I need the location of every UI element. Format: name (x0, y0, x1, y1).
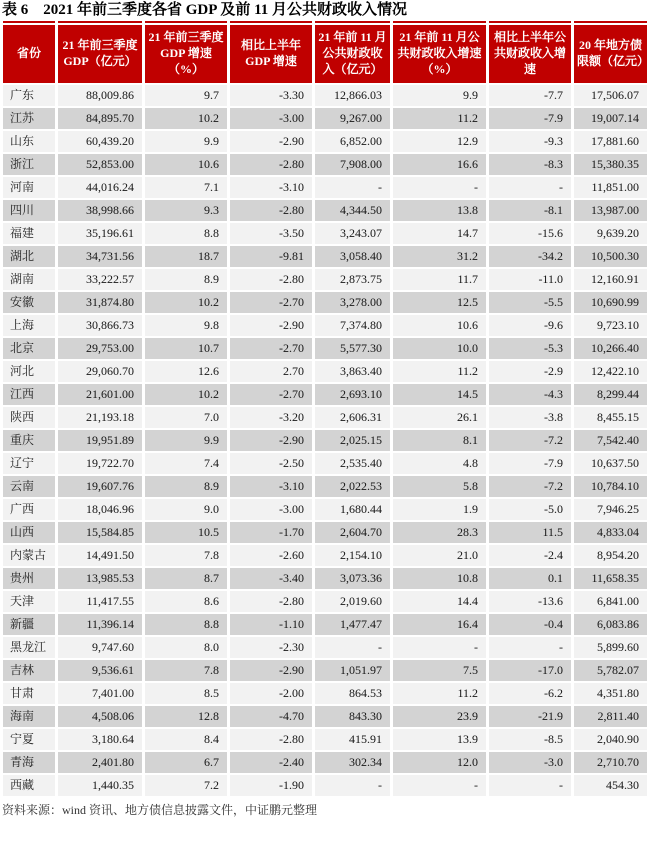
value-cell: 9,267.00 (315, 108, 390, 129)
value-cell: 11.2 (393, 683, 486, 704)
value-cell: 6,841.00 (574, 591, 647, 612)
value-cell: -3.10 (230, 177, 312, 198)
value-cell: -7.9 (489, 453, 571, 474)
table-row (3, 384, 647, 405)
value-cell: 13,985.53 (58, 568, 142, 589)
value-cell: 13,987.00 (574, 200, 647, 221)
value-cell: 3,058.40 (315, 246, 390, 267)
table-row (3, 591, 647, 612)
value-cell: -2.70 (230, 338, 312, 359)
value-cell: 9,536.61 (58, 660, 142, 681)
value-cell: -9.81 (230, 246, 312, 267)
value-cell: 3,073.36 (315, 568, 390, 589)
value-cell: 38,998.66 (58, 200, 142, 221)
value-cell: 7,542.40 (574, 430, 647, 451)
province-cell: 浙江 (3, 154, 55, 175)
value-cell: 843.30 (315, 706, 390, 727)
value-cell: 8.1 (393, 430, 486, 451)
value-cell: 31,874.80 (58, 292, 142, 313)
source-note: 资料来源：wind 资讯、地方债信息披露文件，中证鹏元整理 (2, 803, 318, 817)
value-cell: 9,747.60 (58, 637, 142, 658)
value-cell: 12.9 (393, 131, 486, 152)
value-cell: - (393, 177, 486, 198)
value-cell: - (489, 177, 571, 198)
value-cell: - (489, 775, 571, 796)
value-cell: 10,690.99 (574, 292, 647, 313)
value-cell: -2.4 (489, 545, 571, 566)
value-cell: 1,440.35 (58, 775, 142, 796)
value-cell: 11.5 (489, 522, 571, 543)
value-cell: 8.8 (145, 614, 227, 635)
value-cell: -34.2 (489, 246, 571, 267)
value-cell: 8.9 (145, 269, 227, 290)
value-cell: 302.34 (315, 752, 390, 773)
value-cell: 9,639.20 (574, 223, 647, 244)
province-cell: 天津 (3, 591, 55, 612)
value-cell: 23.9 (393, 706, 486, 727)
value-cell: 8,299.44 (574, 384, 647, 405)
value-cell: 15,584.85 (58, 522, 142, 543)
value-cell: -11.0 (489, 269, 571, 290)
value-cell: -2.70 (230, 292, 312, 313)
value-cell: -3.00 (230, 108, 312, 129)
value-cell: 14.7 (393, 223, 486, 244)
header-row (3, 21, 647, 83)
value-cell: -3.30 (230, 85, 312, 106)
value-cell: -3.50 (230, 223, 312, 244)
value-cell: -8.5 (489, 729, 571, 750)
value-cell: -3.00 (230, 499, 312, 520)
table-row (3, 131, 647, 152)
table-row (3, 476, 647, 497)
value-cell: -6.2 (489, 683, 571, 704)
province-cell: 北京 (3, 338, 55, 359)
value-cell: 18,046.96 (58, 499, 142, 520)
value-cell: -2.80 (230, 591, 312, 612)
value-cell: -8.1 (489, 200, 571, 221)
province-cell: 甘肃 (3, 683, 55, 704)
value-cell: -3.0 (489, 752, 571, 773)
value-cell: 2,401.80 (58, 752, 142, 773)
value-cell: 10,784.10 (574, 476, 647, 497)
value-cell: -17.0 (489, 660, 571, 681)
value-cell: 7.4 (145, 453, 227, 474)
value-cell: 26.1 (393, 407, 486, 428)
value-cell: -5.0 (489, 499, 571, 520)
value-cell: -4.3 (489, 384, 571, 405)
value-cell: 2,604.70 (315, 522, 390, 543)
value-cell: 2,873.75 (315, 269, 390, 290)
province-cell: 广东 (3, 85, 55, 106)
table-row (3, 752, 647, 773)
value-cell: -2.50 (230, 453, 312, 474)
province-cell: 四川 (3, 200, 55, 221)
value-cell: 5,577.30 (315, 338, 390, 359)
value-cell: 19,722.70 (58, 453, 142, 474)
value-cell: 2,535.40 (315, 453, 390, 474)
value-cell: -2.40 (230, 752, 312, 773)
province-cell: 陕西 (3, 407, 55, 428)
value-cell: 8.8 (145, 223, 227, 244)
province-cell: 云南 (3, 476, 55, 497)
gdp-fiscal-table (0, 19, 650, 798)
value-cell: 415.91 (315, 729, 390, 750)
province-cell: 河南 (3, 177, 55, 198)
value-cell: 12,866.03 (315, 85, 390, 106)
value-cell: 34,731.56 (58, 246, 142, 267)
value-cell: 9.9 (393, 85, 486, 106)
value-cell: 13.9 (393, 729, 486, 750)
table-row (3, 568, 647, 589)
province-cell: 福建 (3, 223, 55, 244)
province-cell: 上海 (3, 315, 55, 336)
value-cell: 3,243.07 (315, 223, 390, 244)
value-cell: -7.2 (489, 430, 571, 451)
value-cell: 12.0 (393, 752, 486, 773)
province-cell: 湖北 (3, 246, 55, 267)
province-cell: 重庆 (3, 430, 55, 451)
value-cell: 1,680.44 (315, 499, 390, 520)
table-row (3, 660, 647, 681)
value-cell: -0.4 (489, 614, 571, 635)
value-cell: 2,040.90 (574, 729, 647, 750)
province-cell: 西藏 (3, 775, 55, 796)
value-cell: 18.7 (145, 246, 227, 267)
value-cell: -3.10 (230, 476, 312, 497)
value-cell: 1,477.47 (315, 614, 390, 635)
value-cell: 5,782.07 (574, 660, 647, 681)
value-cell: 2,025.15 (315, 430, 390, 451)
value-cell: 12,422.10 (574, 361, 647, 382)
value-cell: 4.8 (393, 453, 486, 474)
value-cell: 88,009.86 (58, 85, 142, 106)
value-cell: 1,051.97 (315, 660, 390, 681)
table-row (3, 706, 647, 727)
value-cell: -9.6 (489, 315, 571, 336)
value-cell: 12.8 (145, 706, 227, 727)
value-cell: 10.2 (145, 292, 227, 313)
value-cell: 8.4 (145, 729, 227, 750)
value-cell: 11,417.55 (58, 591, 142, 612)
value-cell: 7.0 (145, 407, 227, 428)
province-cell: 青海 (3, 752, 55, 773)
value-cell: -2.00 (230, 683, 312, 704)
table-row (3, 430, 647, 451)
value-cell: 2,710.70 (574, 752, 647, 773)
value-cell: 7.5 (393, 660, 486, 681)
value-cell: 28.3 (393, 522, 486, 543)
table-row (3, 637, 647, 658)
table-row (3, 177, 647, 198)
value-cell: 2,019.60 (315, 591, 390, 612)
value-cell: -1.70 (230, 522, 312, 543)
value-cell: -1.90 (230, 775, 312, 796)
value-cell: -2.80 (230, 269, 312, 290)
value-cell: - (315, 775, 390, 796)
value-cell: -7.2 (489, 476, 571, 497)
value-cell: 11.2 (393, 108, 486, 129)
table-body (3, 85, 647, 796)
table-row (3, 269, 647, 290)
value-cell: -2.9 (489, 361, 571, 382)
value-cell: 12,160.91 (574, 269, 647, 290)
value-cell: 8.9 (145, 476, 227, 497)
value-cell: 9.3 (145, 200, 227, 221)
column-header-7: 20 年地方债限额（亿元） (574, 21, 647, 83)
value-cell: -2.30 (230, 637, 312, 658)
value-cell: 8.5 (145, 683, 227, 704)
value-cell: 3,863.40 (315, 361, 390, 382)
value-cell: 31.2 (393, 246, 486, 267)
value-cell: 30,866.73 (58, 315, 142, 336)
value-cell: -2.90 (230, 660, 312, 681)
column-header-1: 21 年前三季度 GDP（亿元） (58, 21, 142, 83)
value-cell: 3,180.64 (58, 729, 142, 750)
value-cell: 11.2 (393, 361, 486, 382)
province-cell: 宁夏 (3, 729, 55, 750)
value-cell: 21.0 (393, 545, 486, 566)
province-cell: 辽宁 (3, 453, 55, 474)
value-cell: -3.40 (230, 568, 312, 589)
value-cell: 4,833.04 (574, 522, 647, 543)
table-row (3, 522, 647, 543)
value-cell: 10.0 (393, 338, 486, 359)
value-cell: - (393, 637, 486, 658)
value-cell: 9.0 (145, 499, 227, 520)
value-cell: 8,954.20 (574, 545, 647, 566)
value-cell: -1.10 (230, 614, 312, 635)
value-cell: 84,895.70 (58, 108, 142, 129)
value-cell: 4,351.80 (574, 683, 647, 704)
value-cell: 7.2 (145, 775, 227, 796)
value-cell: 6.7 (145, 752, 227, 773)
value-cell: -2.80 (230, 729, 312, 750)
table-row (3, 614, 647, 635)
value-cell: -2.90 (230, 315, 312, 336)
province-cell: 黑龙江 (3, 637, 55, 658)
table-row (3, 108, 647, 129)
value-cell: 7.8 (145, 545, 227, 566)
value-cell: -2.90 (230, 131, 312, 152)
column-header-6: 相比上半年公共财政收入增速 (489, 21, 571, 83)
value-cell: 15,380.35 (574, 154, 647, 175)
value-cell: 0.1 (489, 568, 571, 589)
column-header-0: 省份 (3, 21, 55, 83)
value-cell: 16.6 (393, 154, 486, 175)
value-cell: 17,506.07 (574, 85, 647, 106)
table-title: 表 6 2021 年前三季度各省 GDP 及前 11 月公共财政收入情况 (2, 2, 408, 18)
value-cell: - (489, 637, 571, 658)
value-cell: -3.20 (230, 407, 312, 428)
province-cell: 安徽 (3, 292, 55, 313)
value-cell: 3,278.00 (315, 292, 390, 313)
value-cell: 7,946.25 (574, 499, 647, 520)
value-cell: 33,222.57 (58, 269, 142, 290)
value-cell: 864.53 (315, 683, 390, 704)
value-cell: -21.9 (489, 706, 571, 727)
value-cell: 14,491.50 (58, 545, 142, 566)
value-cell: -2.80 (230, 200, 312, 221)
table-row (3, 338, 647, 359)
value-cell: 35,196.61 (58, 223, 142, 244)
table-row (3, 315, 647, 336)
province-cell: 湖南 (3, 269, 55, 290)
value-cell: 17,881.60 (574, 131, 647, 152)
value-cell: -5.5 (489, 292, 571, 313)
table-header (3, 21, 650, 83)
province-cell: 广西 (3, 499, 55, 520)
value-cell: 5.8 (393, 476, 486, 497)
value-cell: 4,508.06 (58, 706, 142, 727)
value-cell: 21,601.00 (58, 384, 142, 405)
value-cell: 14.4 (393, 591, 486, 612)
table-row (3, 292, 647, 313)
value-cell: -5.3 (489, 338, 571, 359)
province-cell: 海南 (3, 706, 55, 727)
value-cell: 11.7 (393, 269, 486, 290)
value-cell: 10.7 (145, 338, 227, 359)
value-cell: -9.3 (489, 131, 571, 152)
value-cell: 10.5 (145, 522, 227, 543)
table-row (3, 223, 647, 244)
value-cell: 11,851.00 (574, 177, 647, 198)
value-cell: -4.70 (230, 706, 312, 727)
table-row (3, 729, 647, 750)
value-cell: 29,060.70 (58, 361, 142, 382)
value-cell: 9.9 (145, 131, 227, 152)
value-cell: 10.6 (145, 154, 227, 175)
province-cell: 内蒙古 (3, 545, 55, 566)
table-row (3, 775, 647, 796)
value-cell: 13.8 (393, 200, 486, 221)
value-cell: 2.70 (230, 361, 312, 382)
province-cell: 山西 (3, 522, 55, 543)
value-cell: 52,853.00 (58, 154, 142, 175)
value-cell: 60,439.20 (58, 131, 142, 152)
column-header-5: 21 年前 11 月公共财政收入增速（%） (393, 21, 486, 83)
value-cell: -8.3 (489, 154, 571, 175)
column-header-2: 21 年前三季度 GDP 增速（%） (145, 21, 227, 83)
value-cell: 8,455.15 (574, 407, 647, 428)
value-cell: 19,007.14 (574, 108, 647, 129)
table-row (3, 545, 647, 566)
value-cell: 10,500.30 (574, 246, 647, 267)
value-cell: 19,951.89 (58, 430, 142, 451)
table-row (3, 200, 647, 221)
value-cell: 10,637.50 (574, 453, 647, 474)
table-row (3, 246, 647, 267)
province-cell: 江西 (3, 384, 55, 405)
value-cell: 1.9 (393, 499, 486, 520)
table-row (3, 407, 647, 428)
value-cell: -2.90 (230, 430, 312, 451)
value-cell: -2.80 (230, 154, 312, 175)
value-cell: 8.0 (145, 637, 227, 658)
value-cell: 7,908.00 (315, 154, 390, 175)
value-cell: 7,401.00 (58, 683, 142, 704)
value-cell: -7.9 (489, 108, 571, 129)
value-cell: 29,753.00 (58, 338, 142, 359)
value-cell: 6,083.86 (574, 614, 647, 635)
province-cell: 江苏 (3, 108, 55, 129)
value-cell: - (315, 177, 390, 198)
province-cell: 贵州 (3, 568, 55, 589)
value-cell: 2,693.10 (315, 384, 390, 405)
value-cell: 4,344.50 (315, 200, 390, 221)
value-cell: 7.8 (145, 660, 227, 681)
province-cell: 河北 (3, 361, 55, 382)
value-cell: 10.6 (393, 315, 486, 336)
table-row (3, 499, 647, 520)
value-cell: 14.5 (393, 384, 486, 405)
value-cell: 9,723.10 (574, 315, 647, 336)
value-cell: 8.7 (145, 568, 227, 589)
value-cell: 12.6 (145, 361, 227, 382)
value-cell: 6,852.00 (315, 131, 390, 152)
province-cell: 吉林 (3, 660, 55, 681)
value-cell: 9.9 (145, 430, 227, 451)
value-cell: 2,022.53 (315, 476, 390, 497)
value-cell: 9.8 (145, 315, 227, 336)
value-cell: 19,607.76 (58, 476, 142, 497)
province-cell: 新疆 (3, 614, 55, 635)
table-row (3, 453, 647, 474)
value-cell: 9.7 (145, 85, 227, 106)
value-cell: 11,658.35 (574, 568, 647, 589)
value-cell: 10.2 (145, 384, 227, 405)
value-cell: -13.6 (489, 591, 571, 612)
value-cell: 2,606.31 (315, 407, 390, 428)
value-cell: 16.4 (393, 614, 486, 635)
value-cell: 11,396.14 (58, 614, 142, 635)
table-row (3, 361, 647, 382)
province-cell: 山东 (3, 131, 55, 152)
table-row (3, 85, 647, 106)
value-cell: 8.6 (145, 591, 227, 612)
table-row (3, 683, 647, 704)
value-cell: 12.5 (393, 292, 486, 313)
value-cell: -7.7 (489, 85, 571, 106)
value-cell: -2.70 (230, 384, 312, 405)
value-cell: 7,374.80 (315, 315, 390, 336)
value-cell: 2,154.10 (315, 545, 390, 566)
value-cell: 5,899.60 (574, 637, 647, 658)
column-header-3: 相比上半年 GDP 增速 (230, 21, 312, 83)
value-cell: -15.6 (489, 223, 571, 244)
table-row (3, 154, 647, 175)
value-cell: 10,266.40 (574, 338, 647, 359)
value-cell: -2.60 (230, 545, 312, 566)
value-cell: - (315, 637, 390, 658)
value-cell: 454.30 (574, 775, 647, 796)
value-cell: 44,016.24 (58, 177, 142, 198)
value-cell: 10.8 (393, 568, 486, 589)
value-cell: - (393, 775, 486, 796)
column-header-4: 21 年前 11 月公共财政收入（亿元） (315, 21, 390, 83)
value-cell: 10.2 (145, 108, 227, 129)
value-cell: 21,193.18 (58, 407, 142, 428)
value-cell: 2,811.40 (574, 706, 647, 727)
value-cell: 7.1 (145, 177, 227, 198)
value-cell: -3.8 (489, 407, 571, 428)
